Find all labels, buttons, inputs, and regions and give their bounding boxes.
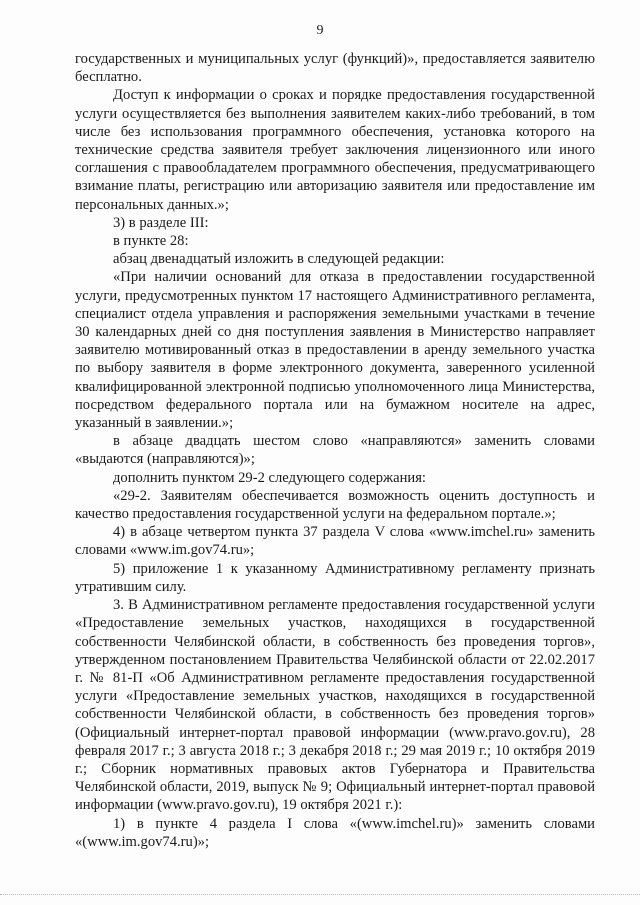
paragraph: 4) в абзаце четвертом пункта 37 раздела V слова «www.imchel.ru» заменить словами «www.im.gov74.ru»;: [75, 524, 595, 559]
paragraph: 3) в разделе III:: [113, 214, 209, 231]
paragraph: 3. В Административном регламенте предоставления государственной услуги «Предоставление земельных участков, находящихся в государственной собственности Челябинской области, в собственность без проведения торгов», утвержденном постановлением Правительства Челябинской области от 22.02.2017 г. № 81-П «Об Административном регламенте предоставления государственной услуги «Предоставление земельных участков, находящихся в государственной собственности Челябинской области, в собственность без проведения торгов» (Официальный интернет-портал правовой информации (www.pravo.gov.ru), 28 февраля 2017 г.; 3 августа 2018 г.; 3 декабря 2018 г.; 29 мая 2019 г.; 10 октября 2019 г.; Сборник нормативных правовых актов Губернатора и Правительства Челябинской области, 2019, выпуск № 9; Официальный интернет-портал правовой информации (www.pravo.gov.ru), 19 октября 2021 г.):: [75, 597, 595, 814]
paragraph: в абзаце двадцать шестом слово «направляются» заменить словами «выдаются (направляются)»;: [75, 433, 595, 468]
paragraph: абзац двенадцатый изложить в следующей редакции:: [113, 251, 445, 268]
paragraph: в пункте 28:: [113, 233, 189, 250]
paragraph: государственных и муниципальных услуг (функций)», предоставляется заявителю бесплатно.: [75, 51, 595, 86]
paragraph: «29-2. Заявителям обеспечивается возможность оценить доступность и качество предоставления государственной услуги на федеральном портале.»;: [75, 487, 595, 523]
scan-edge-divider: [0, 894, 640, 895]
paragraph: 5) приложение 1 к указанному Административному регламенту признать утратившим силу.: [75, 560, 595, 595]
page-number: 9: [316, 23, 324, 38]
paragraph: дополнить пунктом 29-2 следующего содержания:: [113, 469, 426, 486]
paragraph: Доступ к информации о сроках и порядке предоставления государственной услуги осуществляется без выполнения заявителем каких-либо требований, в том числе без использования программного обеспечения, установка которого на технические средства заявителя требует заключения лицензионного или иного соглашения с правообладателем программного обеспечения, предусматривающего взимание платы, регистрацию или авторизацию заявителя или предоставление им персональных данных.»;: [75, 87, 595, 213]
document-body: [75, 50, 595, 851]
paragraph: 1) в пункте 4 раздела I слова «(www.imchel.ru)» заменить словами «(www.im.gov74.ru)»;: [75, 815, 595, 850]
paragraph: «При наличии оснований для отказа в предоставлении государственной услуги, предусмотренных пунктом 17 настоящего Административного регламента, специалист отдела управления и распоряжения земельными участками в течение 30 календарных дней со дня поступления заявления в Министерство направляет заявителю мотивированный отказ в предоставлении в аренду земельного участка по выбору заявителя в форме электронного документа, заверенного усиленной квалифицированной электронной подписью уполномоченного лица Министерства, посредством федерального портала или на бумажном носителе на адрес, указанный в заявлении.»;: [75, 269, 595, 432]
